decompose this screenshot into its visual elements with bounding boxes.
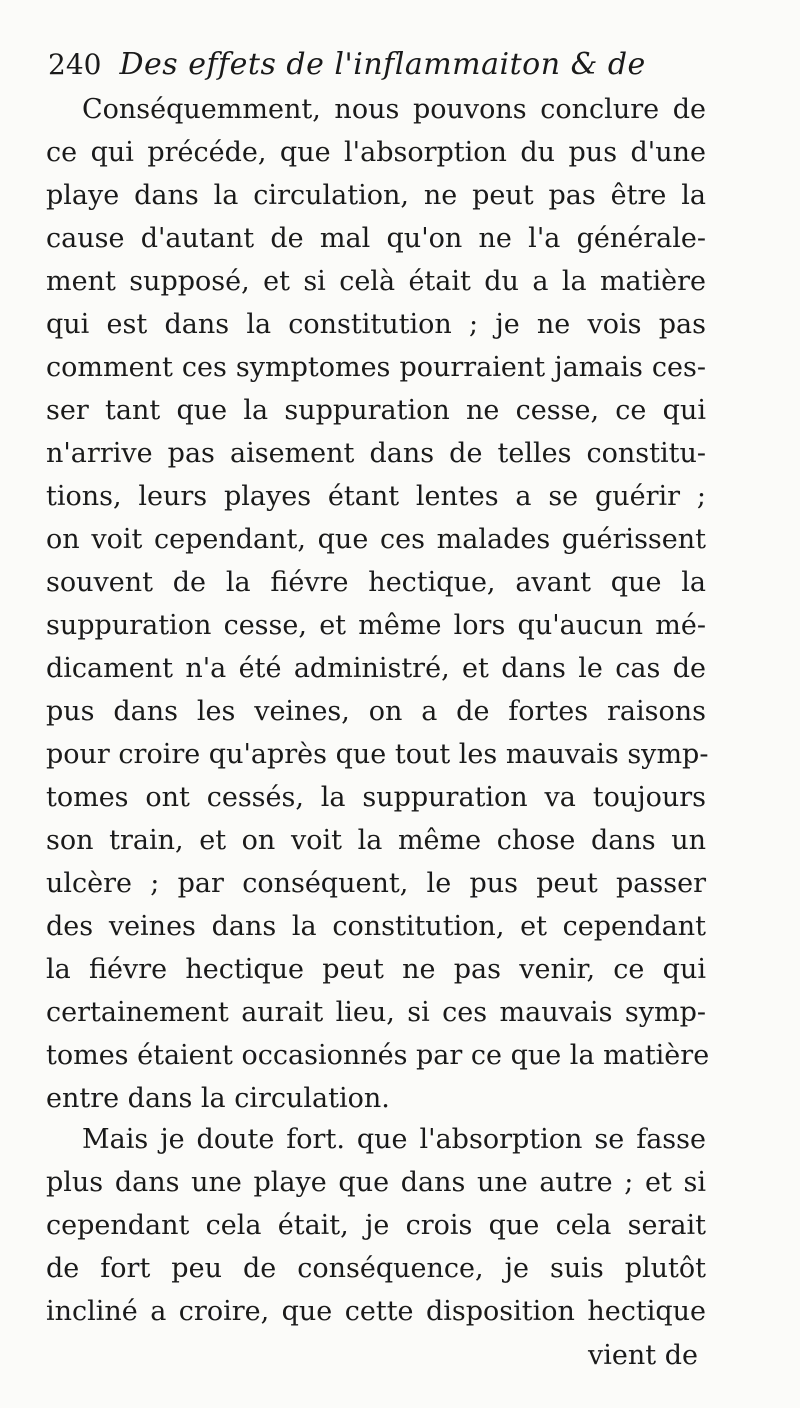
text-line: comment ces symptomes pourraient jamais ces- (46, 352, 706, 383)
text-line: ser tant que la suppuration ne cesse, ce qui (46, 395, 706, 426)
text-line: qui est dans la constitution ; je ne vois pas (46, 309, 706, 340)
text-line: n'arrive pas aisement dans de telles constitu- (46, 438, 706, 469)
text-line: tomes étaient occasionnés par ce que la matière (46, 1040, 710, 1071)
text-line: la fiévre hectique peut ne pas venir, ce qui (46, 954, 706, 985)
catchword: vient de (588, 1340, 698, 1371)
text-line: cependant cela était, je crois que cela serait (46, 1210, 706, 1241)
text-line: dicament n'a été administré, et dans le cas de (46, 653, 706, 684)
text-line: de fort peu de conséquence, je suis plutôt (46, 1253, 706, 1284)
text-line: ce qui précéde, que l'absorption du pus d'une (46, 137, 706, 168)
text-line: entre dans la circulation. (46, 1083, 390, 1114)
text-line: incliné a croire, que cette disposition hectique (46, 1296, 706, 1327)
text-line: ulcère ; par conséquent, le pus peut passer (46, 868, 706, 899)
text-line: plus dans une playe que dans une autre ; et si (46, 1167, 706, 1198)
text-line: ment supposé, et si celà était du a la matière (46, 266, 706, 297)
text-line: pour croire qu'après que tout les mauvais symp- (46, 739, 709, 770)
text-line: son train, et on voit la même chose dans un (46, 825, 706, 856)
text-line: Mais je doute fort. que l'absorption se fasse (82, 1124, 706, 1155)
text-line: des veines dans la constitution, et cependant (46, 911, 706, 942)
paragraph-1 (46, 88, 710, 1120)
text-line: on voit cependant, que ces malades guérissent (46, 524, 706, 555)
text-line: souvent de la fiévre hectique, avant que la (46, 567, 706, 598)
text-line: tomes ont cessés, la suppuration va toujours (46, 782, 706, 813)
text-line: pus dans les veines, on a de fortes raisons (46, 696, 706, 727)
text-line: suppuration cesse, et même lors qu'aucun mé- (46, 610, 706, 641)
page-header (48, 40, 698, 90)
text-line: Conséquemment, nous pouvons conclure de (82, 94, 706, 125)
text-line: tions, leurs playes étant lentes a se guérir ; (46, 481, 706, 512)
running-head: Des effets de l'inflammaiton & de (119, 47, 646, 82)
text-line: cause d'autant de mal qu'on ne l'a générale- (46, 223, 706, 254)
text-line: playe dans la circulation, ne peut pas être la (46, 180, 706, 211)
page-number: 240 (48, 48, 102, 81)
paragraph-2 (46, 1118, 706, 1333)
text-line: certainement aurait lieu, si ces mauvais symp- (46, 997, 706, 1028)
